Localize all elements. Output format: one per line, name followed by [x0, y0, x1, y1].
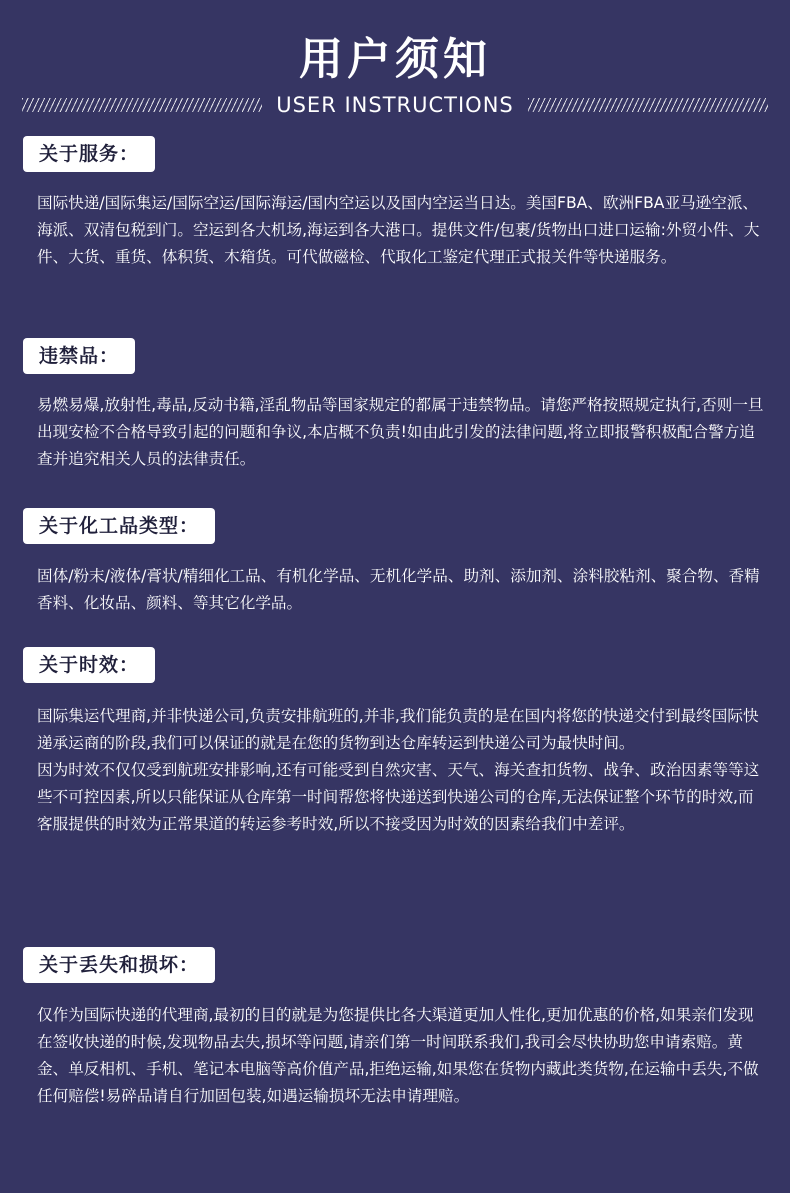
- section-heading-timeliness: 关于时效：: [23, 647, 155, 683]
- subtitle-row: [22, 90, 768, 120]
- loss-damage-paragraph: 仅作为国际快递的代理商,最初的目的就是为您提供比各大渠道更加人性化,更加优惠的价格,如果亲们发现在签收快递的时候,发现物品去失,损坏等问题,请亲们第一时间联系我们,我司会尽快协助您申请索赔。黄金、单反相机、手机、笔记本电脑等高价值产品,拒绝运输,如果您在货物内藏此类货物,在运输中丢失,不做任何赔偿!易碎品请自行加固包装,如遇运输损坏无法申请理赔。: [37, 1006, 759, 1105]
- page-subtitle: USER INSTRUCTIONS: [276, 93, 514, 117]
- hatch-decoration-right: [528, 98, 768, 112]
- section-heading-chemicals: 关于化工品类型：: [23, 508, 215, 544]
- section-heading-loss-damage: 关于丢失和损坏：: [23, 947, 215, 983]
- chemicals-paragraph: 固体/粉末/液体/膏状/精细化工品、有机化学品、无机化学品、助剂、添加剂、涂料胶粘剂、聚合物、香精香料、化妆品、颜料、等其它化学品。: [37, 567, 760, 612]
- section-body-loss-damage: [37, 1002, 767, 1110]
- section-heading-prohibited: 违禁品：: [23, 338, 135, 374]
- prohibited-paragraph: 易燃易爆,放射性,毒品,反动书籍,淫乱物品等国家规定的都属于违禁物品。请您严格按照规定执行,否则一旦出现安检不合格导致引起的问题和争议,本店概不负责!如由此引发的法律问题,将立即报警积极配合警方追查并追究相关人员的法律责任。: [37, 396, 764, 468]
- service-paragraph: 国际快递/国际集运/国际空运/国际海运/国内空运以及国内空运当日达。美国FBA、欧洲FBA亚马逊空派、海派、双清包税到门。空运到各大机场,海运到各大港口。提供文件/包裹/货物出口进口运输:外贸小件、大件、大货、重货、体积货、木箱货。可代做磁检、代取化工鉴定代理正式报关件等快递服务。: [37, 194, 760, 266]
- section-body-prohibited: [37, 392, 767, 473]
- section-heading-service: 关于服务：: [23, 136, 155, 172]
- hatch-decoration-left: [22, 98, 262, 112]
- timeliness-paragraph-2: 因为时效不仅仅受到航班安排影响,还有可能受到自然灾害、天气、海关查扣货物、战争、政治因素等等这些不可控因素,所以只能保证从仓库第一时间帮您将快递送到快递公司的仓库,无法保证整个环节的时效,而客服提供的时效为正常果道的转运参考时效,所以不接受因为时效的因素给我们中差评。: [37, 761, 760, 833]
- section-body-timeliness: [37, 703, 767, 838]
- timeliness-paragraph-1: 国际集运代理商,并非快递公司,负责安排航班的,并非,我们能负责的是在国内将您的快递交付到最终国际快递承运商的阶段,我们可以保证的就是在您的货物到达仓库转运到快递公司为最快时间。: [37, 707, 759, 752]
- page-title: 用户须知: [299, 34, 491, 85]
- section-body-chemicals: [37, 563, 767, 617]
- section-body-service: [37, 190, 767, 271]
